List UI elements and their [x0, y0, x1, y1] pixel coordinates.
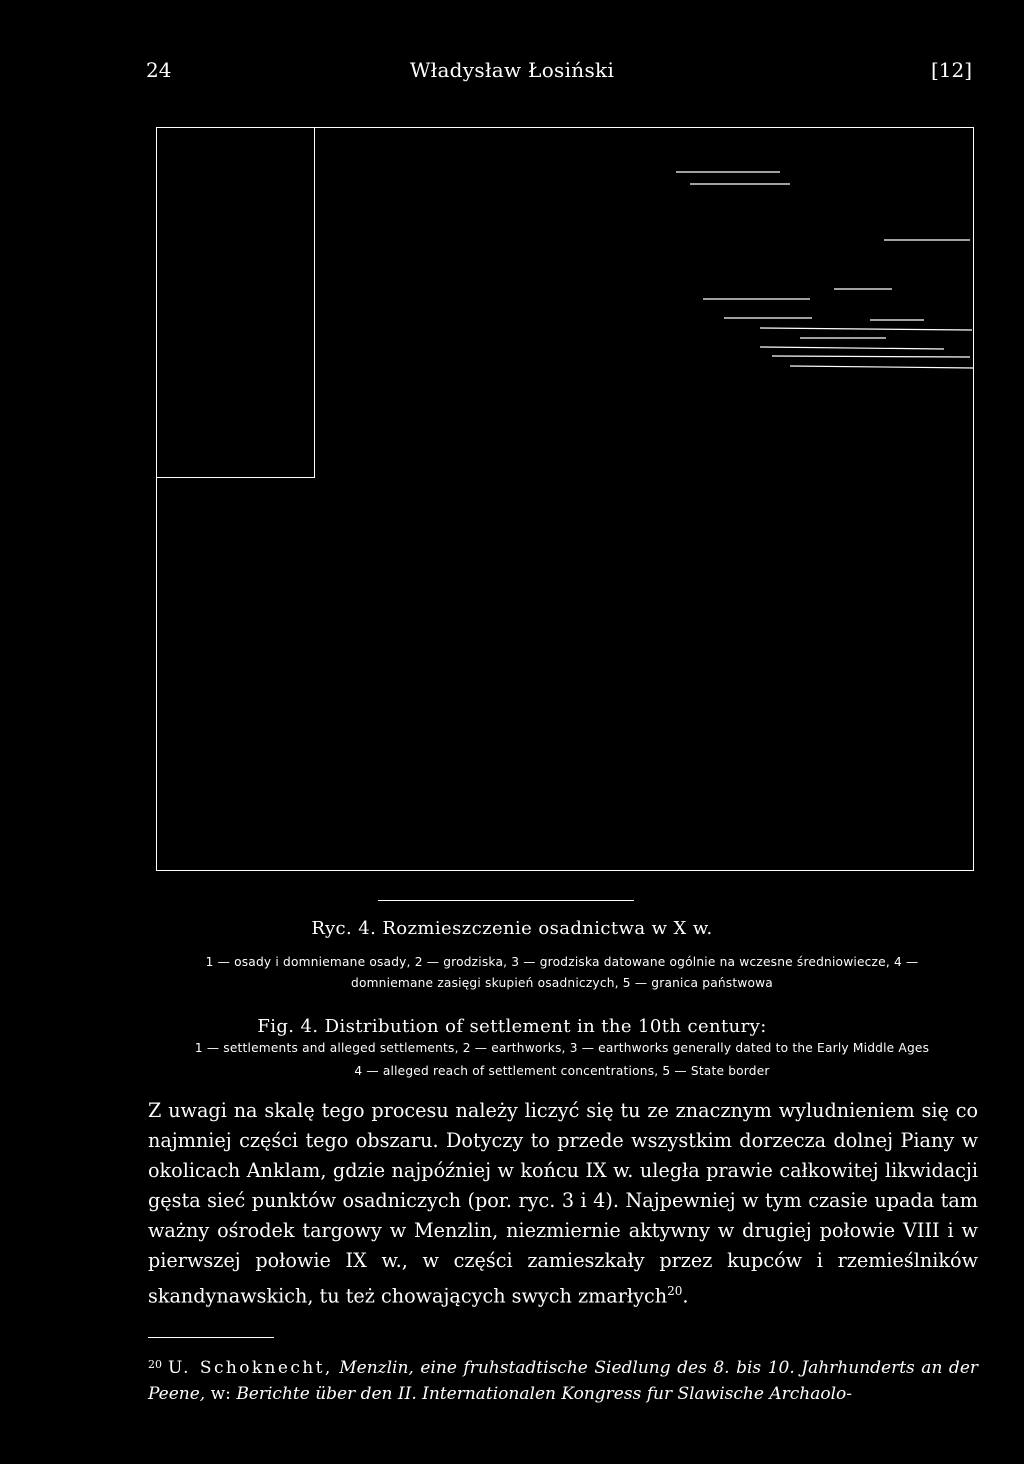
body-paragraph: [148, 1096, 978, 1311]
footnote-in-label: w:: [210, 1384, 231, 1404]
map-line: [772, 356, 970, 357]
footnote-source: Berichte über den II. Internationalen Kongress fur Slawische Archaolo-: [236, 1384, 852, 1404]
body-paragraph-text: Z uwagi na skalę tego procesu należy liczyć się tu ze znacznym wyludnieniem się co najmniej części tego obszaru. Dotyczy to przede wszystkim dorzecza dolnej Piany w okolicach Anklam, gdzie najpóźniej w końcu IX w. uległa prawie całkowitej likwidacji gęsta sieć punktów osadniczych (por. ryc. 3 i 4). Najpewniej w tym czasie upada tam ważny ośrodek targowy w Menzlin, niezmiernie aktywny w drugiej połowie VIII i w pierwszej połowie IX w., w części zamieszkały przez kupców i rzemieślników skandynawskich, tu też chowających swych zmarłych: [148, 1099, 978, 1308]
figure-caption-pl-legend: [146, 952, 978, 994]
body-paragraph-end: .: [682, 1284, 689, 1308]
legend-pl-line-1: 1 — osady i domniemane osady, 2 — grodziska, 3 — grodziska datowane ogólnie na wczesne średniowiecze, 4 —: [205, 955, 919, 969]
figure-caption-en-legend: [146, 1037, 978, 1083]
footnote-title: Menzlin, eine fruhstadtische Siedlung des 8. bis 10. Jahrhunderts an der Peene,: [148, 1358, 979, 1404]
footnote-divider: [148, 1337, 274, 1338]
figure-caption-pl-title: Ryc. 4. Rozmieszczenie osadnictwa w X w.: [311, 918, 713, 939]
running-header-author: Władysław Łosiński: [409, 58, 615, 82]
caption-divider: [378, 900, 634, 901]
legend-en-line-2: 4 — alleged reach of settlement concentrations, 5 — State border: [354, 1064, 770, 1078]
map-line: [760, 328, 972, 330]
footnote-reference[interactable]: 20: [667, 1284, 683, 1298]
running-header-section: [12]: [930, 58, 972, 82]
footnote-mark: 20: [148, 1358, 162, 1371]
footnote: [148, 1352, 978, 1407]
map-line: [790, 366, 974, 368]
legend-pl-line-2: domniemane zasięgi skupień osadniczych, 5 — granica państwowa: [351, 976, 773, 990]
legend-en-line-1: 1 — settlements and alleged settlements, 2 — earthworks, 3 — earthworks generally dated to the Early Middle Ages: [194, 1041, 930, 1055]
page-number: 24: [146, 58, 172, 82]
footnote-author: U. Schoknecht,: [168, 1358, 333, 1378]
figure-caption-en-title: Fig. 4. Distribution of settlement in the 10th century:: [257, 1016, 767, 1037]
map-line: [760, 347, 944, 349]
